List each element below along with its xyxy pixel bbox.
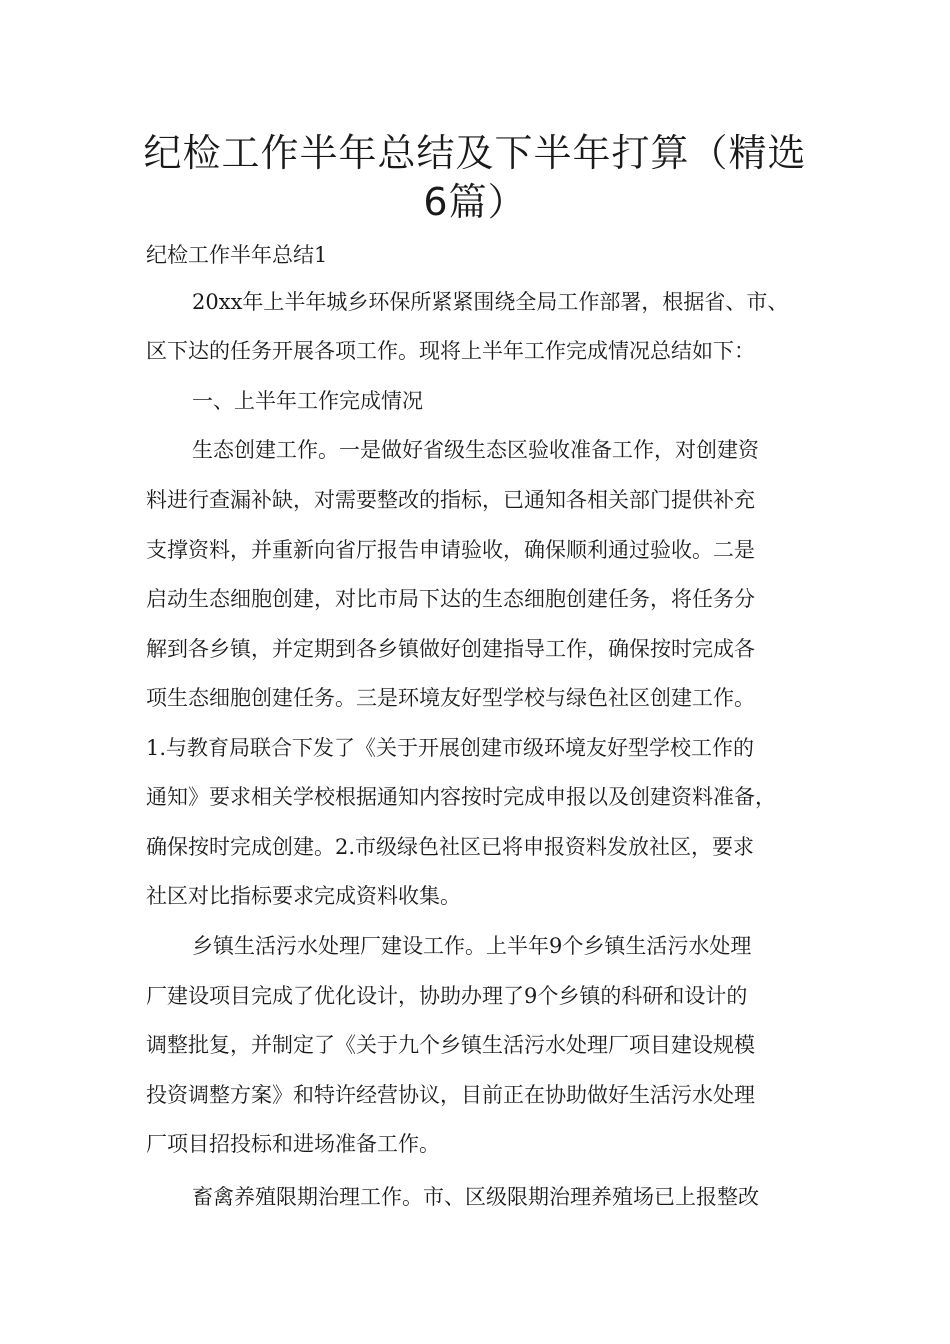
paragraph-line: 生态创建工作。一是做好省级生态区验收准备工作，对创建资 [192,438,759,462]
paragraph-line: 区下达的任务开展各项工作。现将上半年工作完成情况总结如下： [146,339,755,363]
paragraph-line: 社区对比指标要求完成资料收集。 [146,884,461,908]
paragraph-line: 厂建设项目完成了优化设计，协助办理了9个乡镇的科研和设计的 [146,984,748,1008]
paragraph-line: 启动生态细胞创建，对比市局下达的生态细胞创建任务，将任务分 [146,587,755,611]
paragraph-line: 料进行查漏补缺，对需要整改的指标，已通知各相关部门提供补充 [146,488,755,512]
document-title-line-2: 6篇） [423,180,527,224]
paragraph-line: 畜禽养殖限期治理工作。市、区级限期治理养殖场已上报整改 [192,1185,759,1209]
paragraph-line: 20xx年上半年城乡环保所紧紧围绕全局工作部署，根据省、市、 [192,290,789,314]
paragraph-line: 乡镇生活污水处理厂建设工作。上半年9个乡镇生活污水处理 [192,934,752,958]
paragraph-line: 调整批复，并制定了《关于九个乡镇生活污水处理厂项目建设规模 [146,1033,755,1057]
paragraph-line: 解到各乡镇，并定期到各乡镇做好创建指导工作，确保按时完成各 [146,637,755,661]
paragraph-line: 支撑资料，并重新向省厅报告申请验收，确保顺利通过验收。二是 [146,538,755,562]
paragraph-line: 投资调整方案》和特许经营协议，目前正在协助做好生活污水处理 [146,1083,755,1107]
paragraph-line: 通知》要求相关学校根据通知内容按时完成申报以及创建资料准备， [146,785,776,809]
paragraph-line: 确保按时完成创建。2.市级绿色社区已将申报资料发放社区，要求 [146,835,755,859]
document-title-line-1: 纪检工作半年总结及下半年打算（精选 [143,131,807,175]
section-subtitle: 纪检工作半年总结1 [146,243,328,267]
paragraph-line: 项生态细胞创建任务。三是环境友好型学校与绿色社区创建工作。 [146,686,755,710]
paragraph-line: 1.与教育局联合下发了《关于开展创建市级环境友好型学校工作的 [146,736,755,760]
section-heading: 一、上半年工作完成情况 [192,389,423,413]
paragraph-line: 厂项目招投标和进场准备工作。 [146,1132,440,1156]
